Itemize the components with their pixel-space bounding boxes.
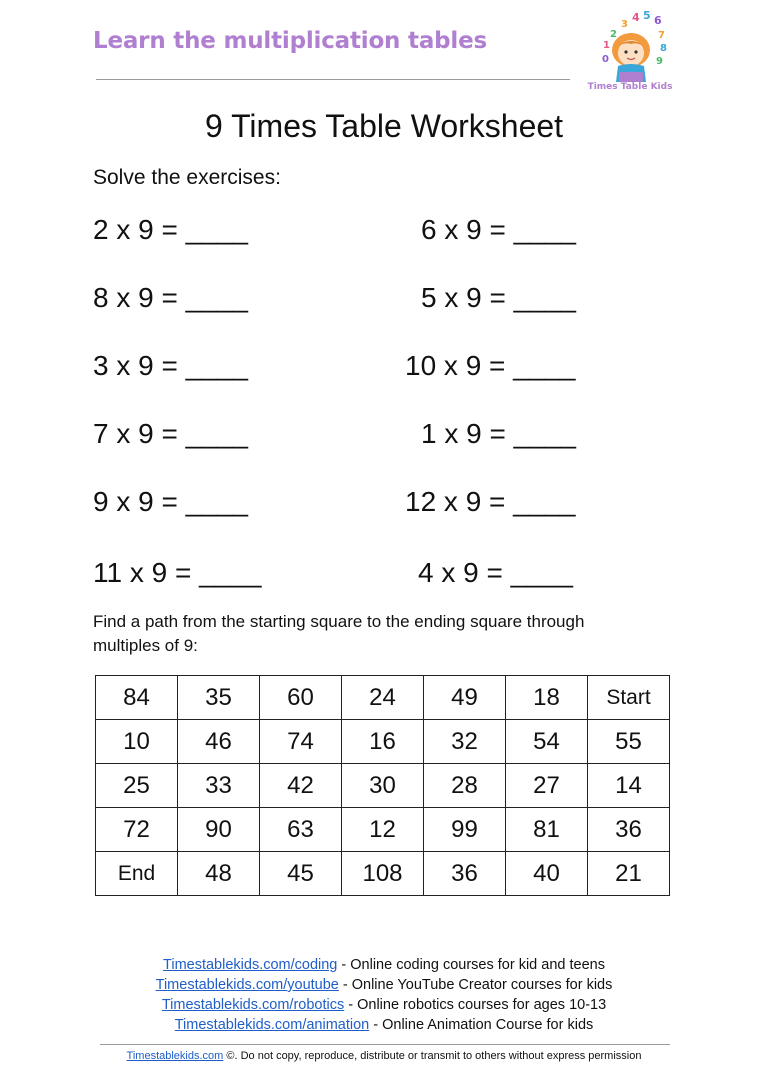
logo-digit: 4 (632, 11, 640, 24)
grid-cell: 18 (506, 676, 588, 720)
grid-cell: 36 (588, 808, 670, 852)
grid-cell: 84 (96, 676, 178, 720)
grid-row (96, 720, 670, 764)
exercise-item: 6 x 9 = ____ (421, 214, 576, 245)
exercise-item: 11 x 9 = ____ (93, 557, 262, 588)
grid-cell: 40 (506, 852, 588, 896)
grid-cell: 49 (424, 676, 506, 720)
grid-cell: 14 (588, 764, 670, 808)
logo-digit: 2 (610, 29, 617, 40)
grid-cell: 74 (260, 720, 342, 764)
header-title: Learn the multiplication tables (93, 28, 487, 54)
logo-digit: 6 (654, 14, 662, 27)
grid-cell: 90 (178, 808, 260, 852)
logo-digit: 7 (658, 30, 665, 41)
coding-link[interactable]: Timestablekids.com/coding (163, 957, 338, 973)
grid-cell: 21 (588, 852, 670, 896)
grid-cell: 32 (424, 720, 506, 764)
exercise-item: 3 x 9 = ____ (93, 350, 248, 381)
grid-row (96, 676, 670, 720)
logo-digit: 8 (660, 43, 667, 54)
exercise-item: 9 x 9 = ____ (93, 486, 248, 517)
course-links (0, 955, 768, 1035)
logo-digit: 0 (602, 54, 609, 65)
grid-cell: 10 (96, 720, 178, 764)
course-link-line (0, 1015, 768, 1035)
animation-link[interactable]: Timestablekids.com/animation (174, 1017, 370, 1033)
course-link-line (0, 955, 768, 975)
grid-cell: 54 (506, 720, 588, 764)
course-link-line (0, 975, 768, 995)
grid-cell: 60 (260, 676, 342, 720)
grid-cell: 12 (342, 808, 424, 852)
grid-cell: 28 (424, 764, 506, 808)
grid-cell: 46 (178, 720, 260, 764)
grid-cell: 25 (96, 764, 178, 808)
instructions: Solve the exercises: (93, 166, 281, 189)
grid-cell: 42 (260, 764, 342, 808)
youtube-link[interactable]: Timestablekids.com/youtube (155, 977, 339, 993)
exercise-item: 2 x 9 = ____ (93, 214, 248, 245)
grid-row (96, 808, 670, 852)
page-title: 9 Times Table Worksheet (204, 108, 564, 144)
grid-row (96, 764, 670, 808)
grid-cell: 108 (342, 852, 424, 896)
grid-cell: 63 (260, 808, 342, 852)
logo-digit: 3 (621, 19, 628, 30)
link-description: - Online robotics courses for ages 10-13 (344, 997, 607, 1013)
grid-cell: 33 (178, 764, 260, 808)
grid-cell: 99 (424, 808, 506, 852)
path-instructions: Find a path from the starting square to the ending square through multiples of 9: (93, 612, 585, 655)
grid-cell: 81 (506, 808, 588, 852)
grid-cell: 30 (342, 764, 424, 808)
grid-cell: 55 (588, 720, 670, 764)
exercise-item: 8 x 9 = ____ (93, 282, 248, 313)
grid-cell: 35 (178, 676, 260, 720)
grid-row (96, 852, 670, 896)
grid-cell-end: End (96, 852, 178, 896)
link-description: - Online YouTube Creator courses for kids (338, 977, 613, 993)
course-link-line (0, 995, 768, 1015)
link-description: - Online Animation Course for kids (369, 1017, 594, 1033)
multiples-grid (95, 675, 670, 896)
logo-digit: 5 (643, 9, 651, 22)
logo-digit: 9 (656, 56, 663, 67)
grid-cell: 72 (96, 808, 178, 852)
exercise-item: 1 x 9 = ____ (421, 418, 576, 449)
exercise-item: 5 x 9 = ____ (421, 282, 576, 313)
grid-cell-start: Start (588, 676, 670, 720)
copyright-text: ©. Do not copy, reproduce, distribute or transmit to others without express permission (223, 1050, 642, 1062)
logo-text: Times Table Kids (587, 82, 673, 92)
link-description: - Online coding courses for kid and teens (337, 957, 605, 973)
grid-cell: 27 (506, 764, 588, 808)
exercise-item: 12 x 9 = ____ (405, 486, 576, 517)
footer-divider (100, 1044, 670, 1045)
grid-cell: 24 (342, 676, 424, 720)
footer (0, 1050, 768, 1062)
footer-link[interactable]: Timestablekids.com (126, 1050, 224, 1062)
grid-cell: 45 (260, 852, 342, 896)
robotics-link[interactable]: Timestablekids.com/robotics (161, 997, 345, 1013)
grid-cell: 16 (342, 720, 424, 764)
grid-cell: 36 (424, 852, 506, 896)
exercise-item: 4 x 9 = ____ (418, 557, 573, 588)
logo-digit: 1 (603, 40, 610, 51)
header-divider (96, 79, 570, 80)
exercise-item: 7 x 9 = ____ (93, 418, 248, 449)
exercise-item: 10 x 9 = ____ (405, 350, 576, 381)
grid-cell: 48 (178, 852, 260, 896)
